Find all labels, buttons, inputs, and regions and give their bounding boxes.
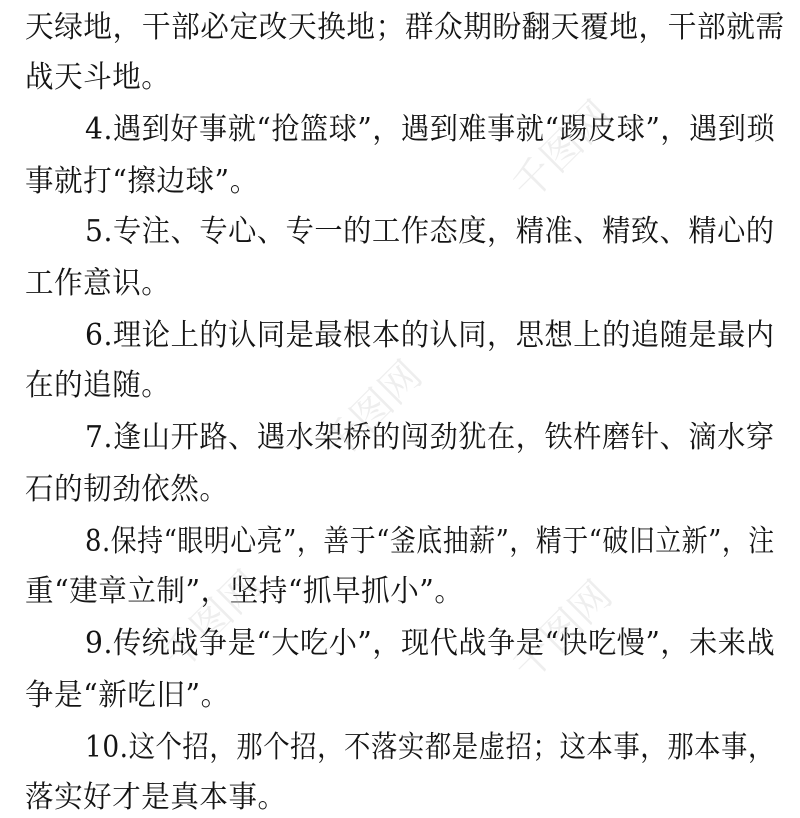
list-item-10-line1: 10.这个招，那个招，不落实都是虚招；这本事，那本事， (85, 730, 775, 765)
list-item-10-line2: 落实好才是真本事。 (25, 780, 287, 815)
list-item-5-line2: 工作意识。 (25, 266, 171, 301)
text-line: 天绿地，干部必定改天换地；群众期盼翻天覆地，干部就需 (25, 10, 785, 45)
list-item-9-line2: 争是“新吃旧”。 (25, 678, 230, 713)
list-item-8-line2: 重“建章立制”，坚持“抓早抓小”。 (25, 574, 464, 609)
list-item-7-line2: 石的韧劲依然。 (25, 472, 229, 507)
list-item-4-line1: 4.遇到好事就“抢篮球”，遇到难事就“踢皮球”，遇到琐 (85, 112, 776, 147)
watermark: 千图网 (503, 92, 622, 210)
list-item-9-line1: 9.传统战争是“大吃小”，现代战争是“快吃慢”，未来战 (85, 626, 776, 661)
list-item-5-line1: 5.专注、专心、专一的工作态度，精准、精致、精心的 (85, 214, 775, 249)
list-item-6-line1: 6.理论上的认同是最根本的认同，思想上的追随是最内 (85, 318, 775, 353)
list-item-8-line1: 8.保持“眼明心亮”，善于“釜底抽薪”，精于“破旧立新”，注 (85, 524, 775, 559)
list-item-6-line2: 在的追随。 (25, 368, 171, 403)
list-item-4-line2: 事就打“擦边球”。 (25, 164, 259, 199)
text-line: 战天斗地。 (25, 60, 171, 95)
list-item-7-line1: 7.逢山开路、遇水架桥的闯劲犹在，铁杵磨针、滴水穿 (85, 420, 775, 455)
watermark: 千图网 (313, 352, 432, 470)
watermark: 千图网 (153, 562, 272, 680)
watermark: 千图网 (503, 572, 622, 690)
